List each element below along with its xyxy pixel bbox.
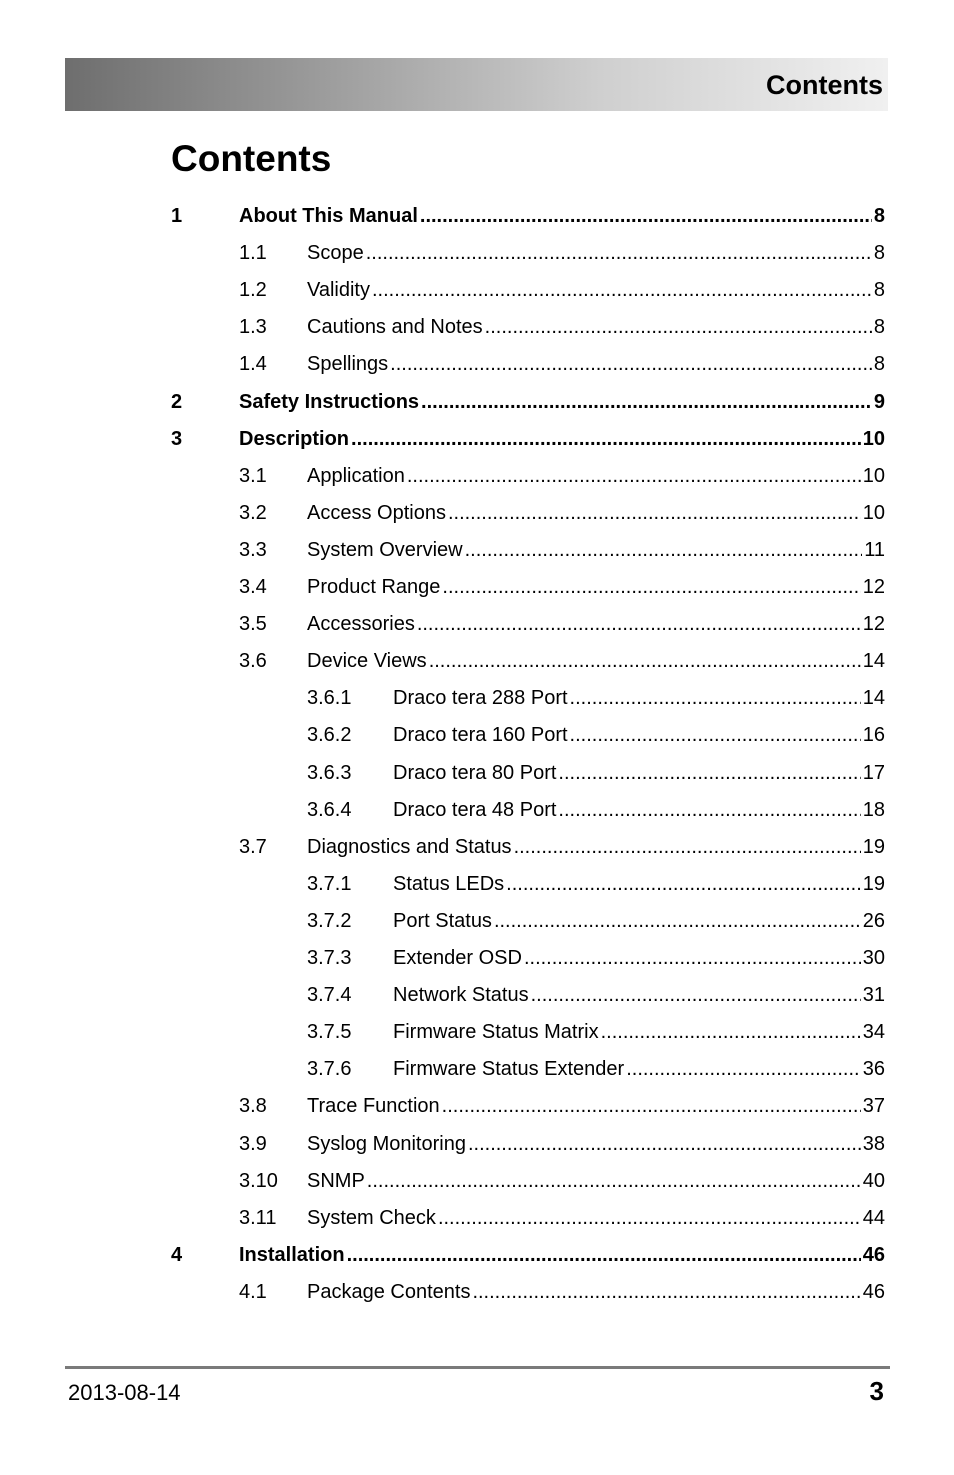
toc-entry-title: System Check xyxy=(307,1206,436,1229)
toc-entry[interactable] xyxy=(239,1088,885,1125)
toc-dot-leader xyxy=(494,903,861,940)
toc-entry[interactable] xyxy=(239,829,885,866)
toc-entry[interactable] xyxy=(307,717,885,754)
toc-entry-page: 16 xyxy=(862,724,885,747)
toc-entry-title: Cautions and Notes xyxy=(307,316,483,339)
toc-entry[interactable] xyxy=(307,755,885,792)
toc-dot-leader xyxy=(531,977,861,1014)
toc-entry-number: 3.7.5 xyxy=(307,1021,352,1044)
toc-entry-number: 3.6.4 xyxy=(307,798,352,821)
toc-entry-number: 3.7.6 xyxy=(307,1058,352,1081)
toc-dot-leader xyxy=(472,1274,860,1311)
toc-entry-page: 44 xyxy=(862,1206,885,1229)
toc-entry[interactable] xyxy=(171,421,885,458)
toc-entry-number: 3.3 xyxy=(239,538,267,561)
toc-entry-title: Description xyxy=(239,427,350,450)
toc-entry-number: 3.5 xyxy=(239,613,267,636)
toc-entry[interactable] xyxy=(239,1163,885,1200)
toc-entry[interactable] xyxy=(239,458,885,495)
toc-dot-leader xyxy=(558,755,860,792)
toc-dot-leader xyxy=(570,717,861,754)
toc-entry-title: Installation xyxy=(239,1243,345,1266)
toc-entry-title: Device Views xyxy=(307,650,427,673)
toc-entry-page: 26 xyxy=(862,909,885,932)
toc-entry[interactable] xyxy=(307,977,885,1014)
toc-entry-page: 10 xyxy=(862,464,885,487)
toc-dot-leader xyxy=(465,532,863,569)
toc-entry-number: 3.6.2 xyxy=(307,724,352,747)
toc-entry[interactable] xyxy=(239,569,885,606)
toc-entry-number: 1.3 xyxy=(239,316,267,339)
toc-entry-page: 11 xyxy=(864,538,885,561)
toc-entry-title: Spellings xyxy=(307,353,389,376)
toc-entry-title: Extender OSD xyxy=(393,947,522,969)
toc-entry-number: 1.1 xyxy=(239,242,267,265)
toc-entry-number: 3.7.3 xyxy=(307,947,352,969)
toc-dot-leader xyxy=(390,346,872,383)
toc-entry[interactable] xyxy=(307,940,885,977)
toc-entry[interactable] xyxy=(239,495,885,532)
header-title: Contents xyxy=(766,70,883,100)
toc-dot-leader xyxy=(347,1237,861,1274)
toc-entry-title: Port Status xyxy=(393,909,492,932)
toc-dot-leader xyxy=(351,421,861,458)
toc-entry-page: 14 xyxy=(862,687,885,710)
toc-dot-leader xyxy=(524,940,861,977)
toc-entry-number: 3.9 xyxy=(239,1132,267,1155)
toc-entry-title: Package Contents xyxy=(307,1280,471,1303)
header-bar xyxy=(65,58,888,111)
toc-entry-title: Accessories xyxy=(307,613,415,636)
toc-entry-page: 17 xyxy=(862,761,885,784)
toc-entry-number: 3.6.3 xyxy=(307,761,352,784)
toc-entry-number: 1.4 xyxy=(239,353,267,376)
toc-entry-title: Draco tera 48 Port xyxy=(393,798,557,821)
toc-entry-page: 14 xyxy=(862,650,885,673)
toc-dot-leader xyxy=(429,643,861,680)
toc-entry-page: 10 xyxy=(862,501,885,524)
toc-entry-title: Safety Instructions xyxy=(239,390,420,413)
toc-entry[interactable] xyxy=(307,866,885,903)
toc-entry-title: Diagnostics and Status xyxy=(307,835,512,858)
toc-dot-leader xyxy=(420,198,872,235)
toc-entry-page: 8 xyxy=(873,205,885,227)
toc-entry-page: 46 xyxy=(862,1280,885,1303)
toc-dot-leader xyxy=(367,1163,861,1200)
toc-entry[interactable] xyxy=(239,643,885,680)
toc-entry-title: Draco tera 80 Port xyxy=(393,761,557,784)
toc-entry-title: Draco tera 160 Port xyxy=(393,724,568,747)
toc-dot-leader xyxy=(366,235,872,272)
toc-entry-number: 3.11 xyxy=(239,1206,277,1229)
toc-entry-page: 34 xyxy=(862,1021,885,1044)
toc-entry-page: 8 xyxy=(873,353,885,376)
toc-dot-leader xyxy=(448,495,861,532)
toc-dot-leader xyxy=(372,272,872,309)
toc-entry[interactable] xyxy=(239,1200,885,1237)
toc-entry[interactable] xyxy=(307,792,885,829)
toc-entry-page: 19 xyxy=(862,872,885,895)
toc-dot-leader xyxy=(558,792,860,829)
toc-entry-number: 3.4 xyxy=(239,576,267,598)
toc-entry-title: About This Manual xyxy=(239,205,418,227)
toc-entry-page: 40 xyxy=(862,1169,885,1192)
toc-entry-title: System Overview xyxy=(307,538,463,561)
toc-entry-number: 3.7.2 xyxy=(307,909,352,932)
toc-entry-number: 3.10 xyxy=(239,1169,278,1192)
toc-entry-title: SNMP xyxy=(307,1169,365,1192)
toc-entry-page: 12 xyxy=(862,613,885,636)
toc-entry-number: 3 xyxy=(171,427,183,450)
toc-entry-number: 4 xyxy=(171,1243,183,1266)
toc-entry-page: 37 xyxy=(862,1095,885,1118)
page-title: Contents xyxy=(171,138,332,179)
toc-entry-page: 8 xyxy=(873,279,885,302)
toc-entry-title: Syslog Monitoring xyxy=(307,1132,466,1155)
toc-dot-leader xyxy=(485,309,872,346)
toc-entry-title: Trace Function xyxy=(307,1095,440,1118)
toc-entry-number: 4.1 xyxy=(239,1280,267,1303)
toc-dot-leader xyxy=(421,384,872,421)
toc-entry[interactable] xyxy=(307,903,885,940)
toc-entry-title: Access Options xyxy=(307,501,446,524)
toc-dot-leader xyxy=(626,1051,861,1088)
toc-entry[interactable] xyxy=(171,198,885,235)
toc-dot-leader xyxy=(442,1088,861,1125)
toc-entry[interactable] xyxy=(171,1237,885,1274)
toc-entry-number: 3.1 xyxy=(239,464,267,487)
toc-entry-title: Firmware Status Extender xyxy=(393,1058,625,1081)
toc-entry-page: 18 xyxy=(862,798,885,821)
toc-dot-leader xyxy=(506,866,861,903)
toc-dot-leader xyxy=(601,1014,861,1051)
toc-entry-number: 3.8 xyxy=(239,1095,267,1118)
toc-entry-title: Validity xyxy=(307,279,370,302)
toc-entry-number: 3.7.1 xyxy=(307,872,352,895)
toc-entry[interactable] xyxy=(239,1126,885,1163)
footer-page-number: 3 xyxy=(869,1376,884,1406)
toc-entry-page: 8 xyxy=(873,316,885,339)
toc-entry[interactable] xyxy=(307,1014,885,1051)
toc-dot-leader xyxy=(514,829,861,866)
toc-entry-title: Draco tera 288 Port xyxy=(393,687,568,710)
toc-dot-leader xyxy=(442,569,860,606)
toc-entry-title: Network Status xyxy=(393,984,529,1007)
toc-entry-number: 2 xyxy=(171,390,183,413)
toc-entry-title: Product Range xyxy=(307,576,441,598)
footer-divider xyxy=(65,1366,890,1369)
toc-entry-number: 3.6.1 xyxy=(307,687,352,710)
toc-entry[interactable] xyxy=(307,1051,885,1088)
toc-entry[interactable] xyxy=(239,272,885,309)
toc-entry-page: 30 xyxy=(862,947,885,969)
toc-dot-leader xyxy=(570,680,861,717)
toc-entry[interactable] xyxy=(171,384,885,421)
footer-date: 2013-08-14 xyxy=(68,1380,181,1405)
toc-entry-page: 9 xyxy=(873,390,885,413)
toc-entry-page: 46 xyxy=(862,1243,885,1266)
toc-entry[interactable] xyxy=(307,680,885,717)
toc-entry[interactable] xyxy=(239,606,885,643)
toc-entry-number: 3.6 xyxy=(239,650,267,673)
toc-entry-number: 3.7.4 xyxy=(307,984,352,1007)
toc-entry[interactable] xyxy=(239,309,885,346)
toc-entry-page: 10 xyxy=(862,427,885,450)
toc-entry-page: 36 xyxy=(862,1058,885,1081)
toc-dot-leader xyxy=(417,606,861,643)
toc-entry-title: Scope xyxy=(307,242,364,265)
toc-entry-number: 1.2 xyxy=(239,279,267,302)
toc-entry-page: 19 xyxy=(862,835,885,858)
toc-entry[interactable] xyxy=(239,346,885,383)
toc-dot-leader xyxy=(407,458,861,495)
toc-entry-page: 31 xyxy=(862,984,885,1007)
toc-entry-number: 3.2 xyxy=(239,501,267,524)
toc-entry-title: Firmware Status Matrix xyxy=(393,1021,599,1044)
toc-entry-title: Status LEDs xyxy=(393,872,505,895)
toc-entry[interactable] xyxy=(239,532,885,569)
toc-entry-page: 12 xyxy=(862,576,885,598)
toc-entry[interactable] xyxy=(239,235,885,272)
toc-entry-number: 3.7 xyxy=(239,835,267,858)
toc-entry[interactable] xyxy=(239,1274,885,1311)
toc-entry-page: 8 xyxy=(873,242,885,265)
toc-dot-leader xyxy=(468,1126,861,1163)
toc-dot-leader xyxy=(438,1200,861,1237)
toc-entry-number: 1 xyxy=(171,205,183,227)
toc-entry-title: Application xyxy=(307,464,405,487)
toc-entry-page: 38 xyxy=(862,1132,885,1155)
